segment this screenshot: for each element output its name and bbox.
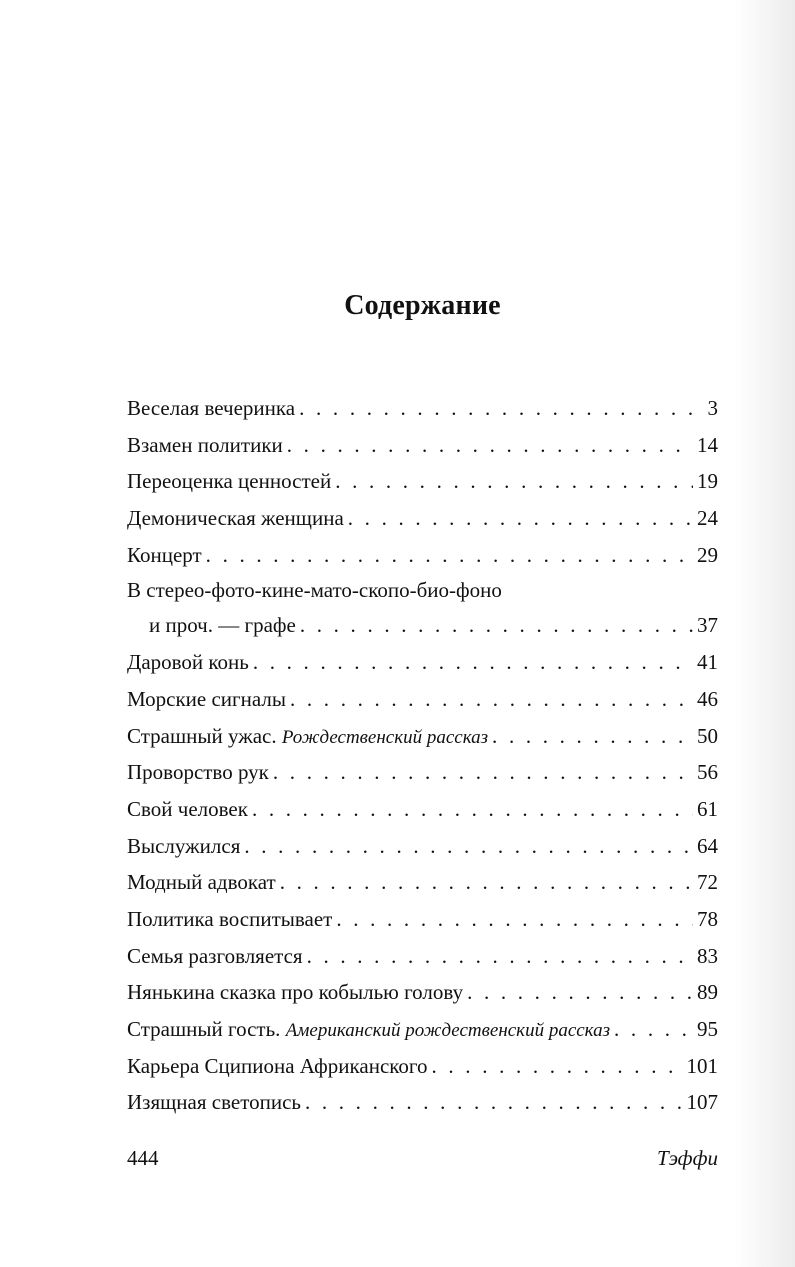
toc-entry-page: 37 [697,613,718,638]
toc-leader-dots [432,1048,683,1085]
toc-entry-title: Морские сигналы [127,686,286,711]
toc-leader-dots [336,901,693,938]
toc-entry-title: Страшный гость. [127,1017,281,1041]
toc-entry[interactable] [127,864,718,901]
toc-entry-line2[interactable] [127,607,718,644]
toc-entry-title: Семья разговляется [127,943,303,968]
toc-entry-title: Изящная светопись [127,1090,301,1115]
toc-leader-dots [244,828,693,865]
toc-entry[interactable] [127,390,718,427]
toc-entry[interactable] [127,537,718,574]
toc-entry-page: 14 [697,432,718,457]
toc-entry[interactable] [127,1011,718,1048]
toc-entry-page: 19 [697,469,718,494]
toc-leader-dots [307,938,693,975]
toc-entry-page: 107 [686,1090,718,1115]
toc-entry-title: Страшный ужас. [127,723,277,748]
toc-entry[interactable] [127,828,718,865]
toc-entry[interactable] [127,644,718,681]
toc-entry-title: Проворство рук [127,760,269,785]
toc-entry-page: 78 [697,906,718,931]
toc-entry-title-group [127,718,488,757]
toc-entry-title: Веселая вечеринка [127,396,296,420]
toc-entry-title: Политика воспитывает [127,906,333,931]
toc-leader-dots [287,427,693,464]
toc-entry-title: Карьера Сципиона Африканского [127,1053,428,1078]
toc-entry-title: Модный адвокат [127,870,276,895]
toc-entry[interactable] [127,1084,718,1121]
toc-leader-dots [299,390,703,427]
toc-entry-page: 61 [697,796,718,821]
toc-entry-page: 56 [697,760,718,785]
toc-leader-dots [614,1011,693,1048]
toc-leader-dots [348,500,693,537]
page-number: 444 [127,1146,159,1170]
toc-leader-dots [300,607,693,644]
toc-entry-page: 72 [697,870,718,895]
toc-entry-title: Концерт [127,542,202,567]
table-of-contents [127,390,718,1121]
toc-entry[interactable] [127,974,718,1011]
toc-leader-dots [280,864,693,901]
toc-entry[interactable] [127,463,718,500]
toc-entry-title: Переоценка ценностей [127,469,332,494]
toc-leader-dots [252,791,693,828]
toc-entry-page: 29 [697,542,718,567]
toc-entry-title: Даровой конь [127,650,249,675]
page-title: Содержание [344,290,501,321]
toc-entry[interactable] [127,1048,718,1085]
toc-entry[interactable] [127,791,718,828]
toc-entry-page: 50 [697,723,718,748]
toc-entry-page: 24 [697,506,718,531]
toc-entry[interactable] [127,718,718,755]
toc-entry-subtitle: Рождественский рассказ [281,726,489,748]
page-footer [127,1146,718,1171]
toc-entry[interactable] [127,681,718,718]
toc-entry-line1[interactable] [127,573,718,607]
toc-entry-page: 3 [707,396,718,420]
toc-entry[interactable] [127,427,718,464]
toc-entry-title: Свой человек [127,796,248,821]
running-author: Тэффи [657,1146,718,1170]
toc-entry[interactable] [127,500,718,537]
toc-entry[interactable] [127,901,718,938]
toc-leader-dots [305,1084,683,1121]
toc-entry-page: 46 [697,686,718,711]
toc-entry-page: 89 [697,980,718,1005]
toc-leader-dots [290,681,693,718]
toc-leader-dots [467,974,693,1011]
toc-entry[interactable] [127,754,718,791]
toc-entry-subtitle: Американский рождественский рассказ [285,1020,611,1041]
toc-entry-page: 101 [686,1053,718,1078]
toc-entry-page: 41 [697,650,718,675]
toc-entry-title-group [127,1011,610,1050]
toc-leader-dots [253,644,693,681]
toc-entry-page: 83 [697,943,718,968]
toc-entry-title: Нянькина сказка про кобылью голову [127,980,464,1005]
toc-entry[interactable] [127,938,718,975]
page-edge-shadow [735,0,795,1267]
toc-entry-title-continued: и проч. — графе [149,613,296,638]
toc-entry-page: 64 [697,833,718,858]
toc-entry-page: 95 [697,1017,718,1041]
toc-leader-dots [335,463,693,500]
toc-entry-title: Выслужился [127,833,241,858]
toc-entry-title: В стерео-фото-кине-мато-скопо-био-фоно [127,578,502,603]
toc-leader-dots [492,718,693,755]
toc-entry-title: Взамен политики [127,432,283,457]
toc-entry-title: Демоническая женщина [127,506,344,531]
toc-leader-dots [206,537,693,574]
toc-leader-dots [273,754,693,791]
